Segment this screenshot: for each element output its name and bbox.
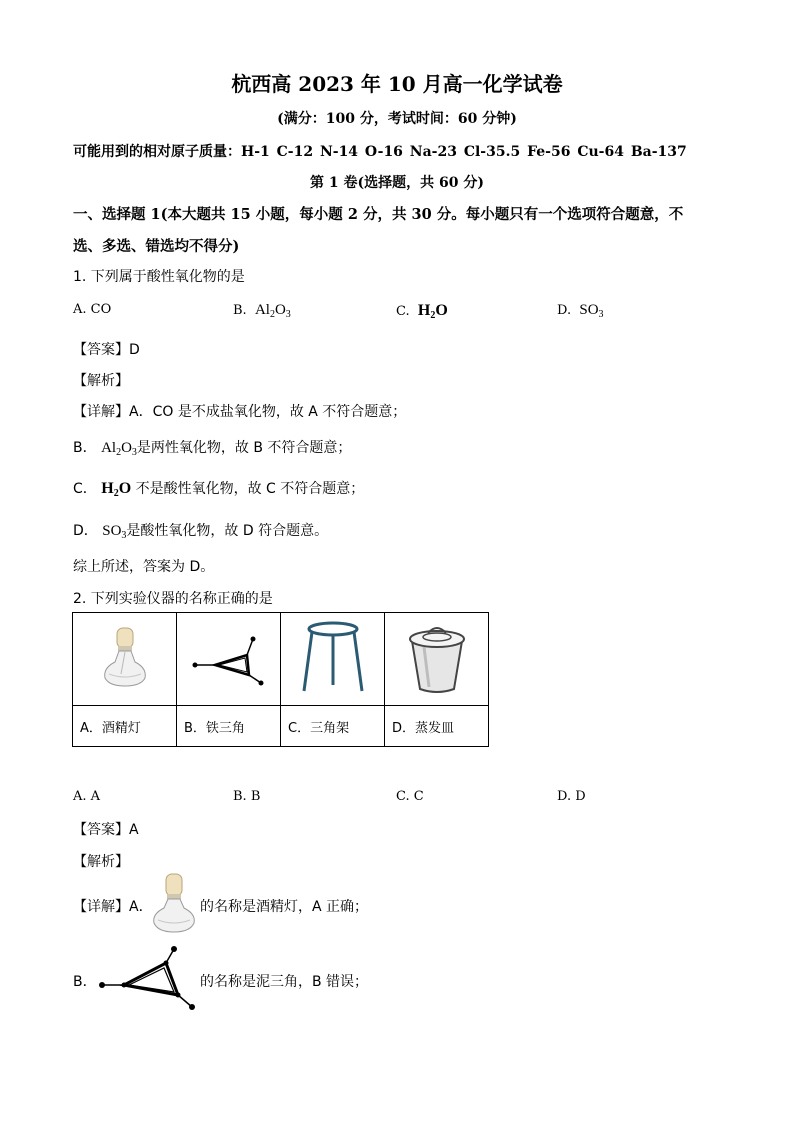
q2-detail-b-lead: B．	[73, 974, 97, 990]
q1-option-d: D. $SO_3$	[557, 302, 604, 320]
q1-option-b: B. $Al_2O_3$	[233, 302, 291, 320]
q1-option-a: A. CO	[73, 302, 112, 317]
q1-detail-a: 【详解】A．CO 是不成盐氧化物，故 A 不符合题意；	[73, 404, 407, 420]
q2-option-c: C. C	[396, 789, 424, 804]
q1-summary: 综上所述，答案为 D。	[73, 559, 215, 575]
instrument-label-d: D．蒸发皿	[385, 706, 489, 747]
exam-subtitle: (满分：100 分，考试时间：60 分钟)	[277, 111, 517, 127]
q1-answer: 【答案】D	[73, 342, 140, 358]
instrument-cell-c	[281, 613, 385, 706]
q2-answer: 【答案】A	[73, 822, 139, 838]
instrument-label-b: B．铁三角	[177, 706, 281, 747]
alcohol-lamp-icon	[95, 622, 155, 692]
instrument-label-a: A．酒精灯	[73, 706, 177, 747]
section-heading-line1: 一、选择题 1(本大题共 15 小题，每小题 2 分，共 30 分。每小题只有一个选项符合题意，不	[73, 206, 684, 223]
tripod-stand-icon	[298, 619, 368, 695]
crucible-icon	[402, 619, 472, 695]
instrument-cell-d	[385, 613, 489, 706]
exam-title: 杭西高 2023 年 10 月高一化学试卷	[231, 72, 563, 96]
pipe-clay-triangle-icon	[96, 943, 200, 1015]
section-heading-line2: 选、多选、错选均不得分)	[73, 238, 240, 255]
q1-detail-c: C． $H_2O$ 不是酸性氧化物，故 C 不符合题意；	[73, 480, 365, 499]
pipe-clay-triangle-icon	[189, 625, 269, 689]
instrument-cell-b	[177, 613, 281, 706]
q2-detail-b-text: 的名称是泥三角，B 错误；	[200, 974, 369, 990]
q1-detail-d: D． $SO_3$是酸性氧化物，故 D 符合题意。	[73, 523, 329, 541]
instrument-cell-a	[73, 613, 177, 706]
part-title: 第 1 卷(选择题，共 60 分)	[310, 175, 484, 191]
q2-detail-a-lead: 【详解】A．	[73, 899, 153, 915]
instrument-label-c: C．三角架	[281, 706, 385, 747]
q1-analysis-tag: 【解析】	[73, 373, 129, 389]
q2-detail-a-text: 的名称是酒精灯，A 正确；	[200, 899, 369, 915]
q1-detail-b: B． $Al_2O_3$是两性氧化物，故 B 不符合题意；	[73, 440, 352, 458]
q2-option-d: D. D	[557, 789, 586, 804]
q2-analysis-tag: 【解析】	[73, 854, 129, 870]
alcohol-lamp-icon	[148, 870, 200, 936]
q2-stem: 2. 下列实验仪器的名称正确的是	[73, 591, 273, 607]
q2-option-b: B. B	[233, 789, 261, 804]
q1-stem: 1. 下列属于酸性氧化物的是	[73, 269, 245, 285]
q1-option-c: C. $H_2O$	[396, 302, 448, 321]
atomic-masses: 可能用到的相对原子质量：H-1 C-12 N-14 O-16 Na-23 Cl-35.5 Fe-56 Cu-64 Ba-137	[73, 144, 687, 160]
instrument-table	[72, 612, 489, 747]
q2-option-a: A. A	[73, 789, 101, 804]
